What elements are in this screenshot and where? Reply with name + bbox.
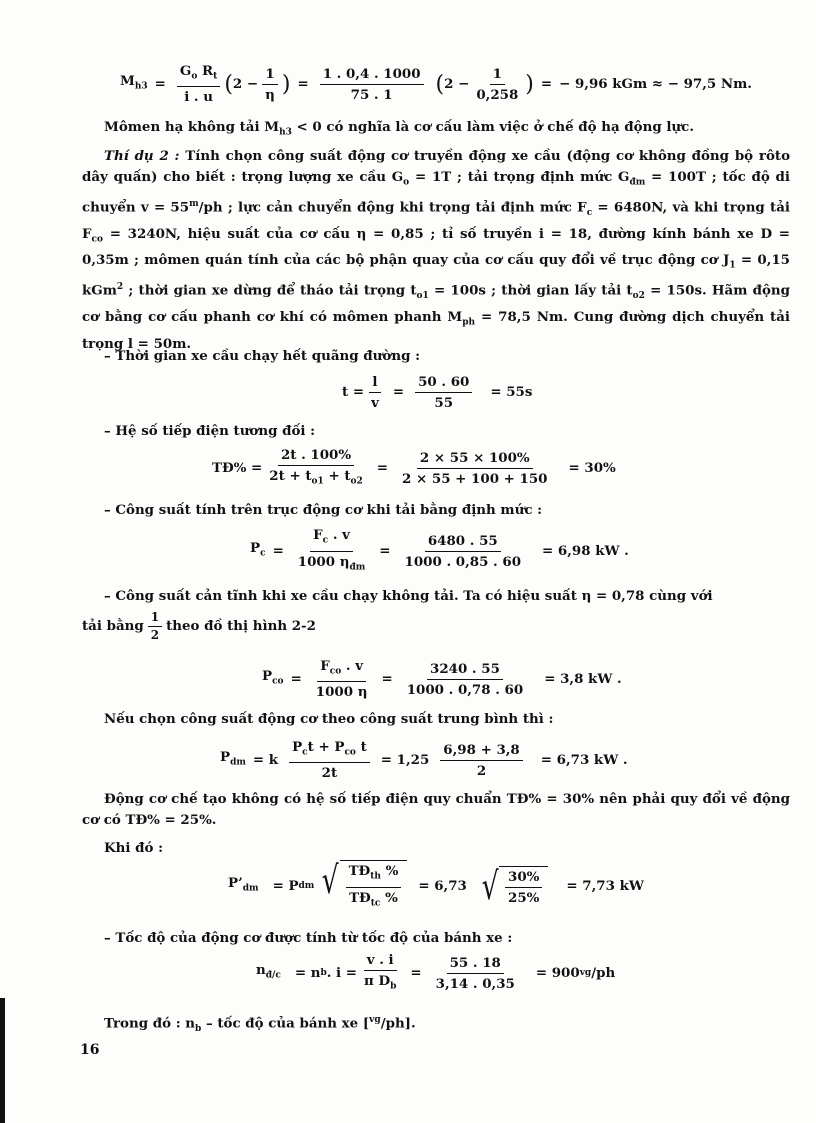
equation-t: t = $\frac{l}{v}$ = $\frac{50 . 60}{55}$ = 55s: [342, 373, 533, 411]
example-label: Thí dụ 2 :: [104, 148, 180, 164]
paragraph-where: Trong đó : $n_b$ – tốc độ của bánh xe [$^{vg}$/ph].: [104, 1015, 416, 1035]
equation-pc: $P_c$ = $\frac{F_c . v}{1000 \eta_{đm}}$ = $\frac{6480 . 55}{1000 . 0,85 . 60}$ = 6,98 kW .: [250, 526, 629, 573]
fraction: $\frac{G_o R_t}{i . u}$: [177, 63, 220, 106]
item-time: – Thời gian xe cầu chạy hết quãng đường :: [104, 348, 421, 364]
equation-mh3: $M_{h3}$ = $\frac{G_o R_t}{i . u}$ ( 2 − $\frac{1}{\eta}$ ) = $\frac{1 . 0,4 . 1000}{75 . 1}$ ( 2 − $\frac{1}{0,258}$ ) = − 9,96 kGm ≈ − 97,5 Nm.: [120, 62, 752, 106]
page-number: 16: [80, 1042, 100, 1058]
fraction: $\frac{1 . 0,4 . 1000}{75 . 1}$: [320, 66, 424, 103]
sqrt: √ $\frac{TĐ_{th} \%}{TĐ_{tc} \%}$: [318, 860, 407, 911]
item-pc: – Công suất tính trên trục động cơ khi tải bằng định mức :: [104, 502, 543, 518]
equation-n: $n_{đ/c}$ = n b . i = $\frac{v . i}{\pi D_b}$ = $\frac{55 . 18}{3,14 . 0,35}$ = 900 vg /ph: [256, 951, 616, 992]
item-then: Khi đó :: [104, 840, 164, 856]
equation-td: TĐ% = $\frac{2t . 100\%}{2t + t_{o1} + t_{o2}}$ = $\frac{2 \times 55 \times 100\%}{2 \times 55 + 100 + 150}$ = 30%: [212, 446, 616, 487]
paragraph-example: Thí dụ 2 : Tính chọn công suất động cơ truyền động xe cầu (động cơ không đồng bộ rôto dây quấn) cho biết : trọng lượng xe cầu $G_o = 1T$ ; tải trọng định mức $G_{đm} = 100T$ ; tốc độ di chuyển $v = 55^m/ph$ ; lực cản chuyển động khi trọng tải định mức $F_c = 6480N$, và khi trọng tải $F_{co} = 3240N$, hiệu suất của cơ cấu η = 0,85 ; tỉ số truyền i = 18, đường kính bánh xe D = 0,35m ; mômen quán tính của các bộ phận quay của cơ cấu quy đổi về trục động cơ $J_1 = 0,15$ kGm$^2$ ; thời gian xe dừng để tháo tải trọng $t_{o1} = 100s$ ; thời gian lấy tải $t_{o2} = 150s$. Hãm động cơ bằng cơ cấu phanh cơ khí có mômen phanh $M_{ph} = 78,5$ Nm. Cung đường dịch chuyển tải trọng l = 50m.: [82, 148, 791, 352]
item-td: – Hệ số tiếp điện tương đối :: [104, 423, 316, 439]
item-speed: – Tốc độ của động cơ được tính từ tốc độ của bánh xe :: [104, 930, 513, 946]
item-pco-cont: tải bằng $\frac{1}{2}$ theo đồ thị hình 2-2: [82, 609, 316, 642]
item-avg: Nếu chọn công suất động cơ theo công suất trung bình thì :: [104, 711, 554, 727]
sqrt: √ $\frac{30\%}{25\%}$: [478, 866, 549, 906]
scan-edge: [0, 998, 5, 1123]
item-pco: – Công suất cản tĩnh khi xe cầu chạy không tải. Ta có hiệu suất η = 0,78 cùng với: [104, 588, 713, 604]
paragraph-mh3: Mômen hạ không tải $M_{h3} < 0$ có nghĩa là cơ cấu làm việc ở chế độ hạ động lực.: [104, 119, 694, 138]
fraction: $\frac{1}{\eta}$: [262, 66, 278, 103]
fraction: $\frac{1}{0,258}$: [476, 65, 519, 103]
eq-result: − 9,96 kGm ≈ − 97,5 Nm.: [559, 75, 752, 92]
eq-term: $M_{h3}$: [120, 72, 148, 92]
equation-pdm2: $P’_{dm}$ = P dm √ $\frac{TĐ_{th} \%}{TĐ_{tc} \%}$ = 6,73 √ $\frac{30\%}{25\%}$ = 7,73 kW: [228, 860, 644, 912]
equation-pco: $P_{co}$ = $\frac{F_{co} . v}{1000 \eta}$ = $\frac{3240 . 55}{1000 . 0,78 . 60}$ = 3,8 kW .: [262, 657, 622, 701]
paragraph-engine: Động cơ chế tạo không có hệ số tiếp điện quy chuẩn TĐ% = 30% nên phải quy đổi về động cơ có TĐ% = 25%.: [82, 791, 790, 828]
equation-pdm: $P_{dm}$ = k $\frac{P_ct + P_{co} t}{2t}$ = 1,25 $\frac{6,98 + 3,8}{2}$ = 6,73 kW .: [220, 738, 628, 782]
